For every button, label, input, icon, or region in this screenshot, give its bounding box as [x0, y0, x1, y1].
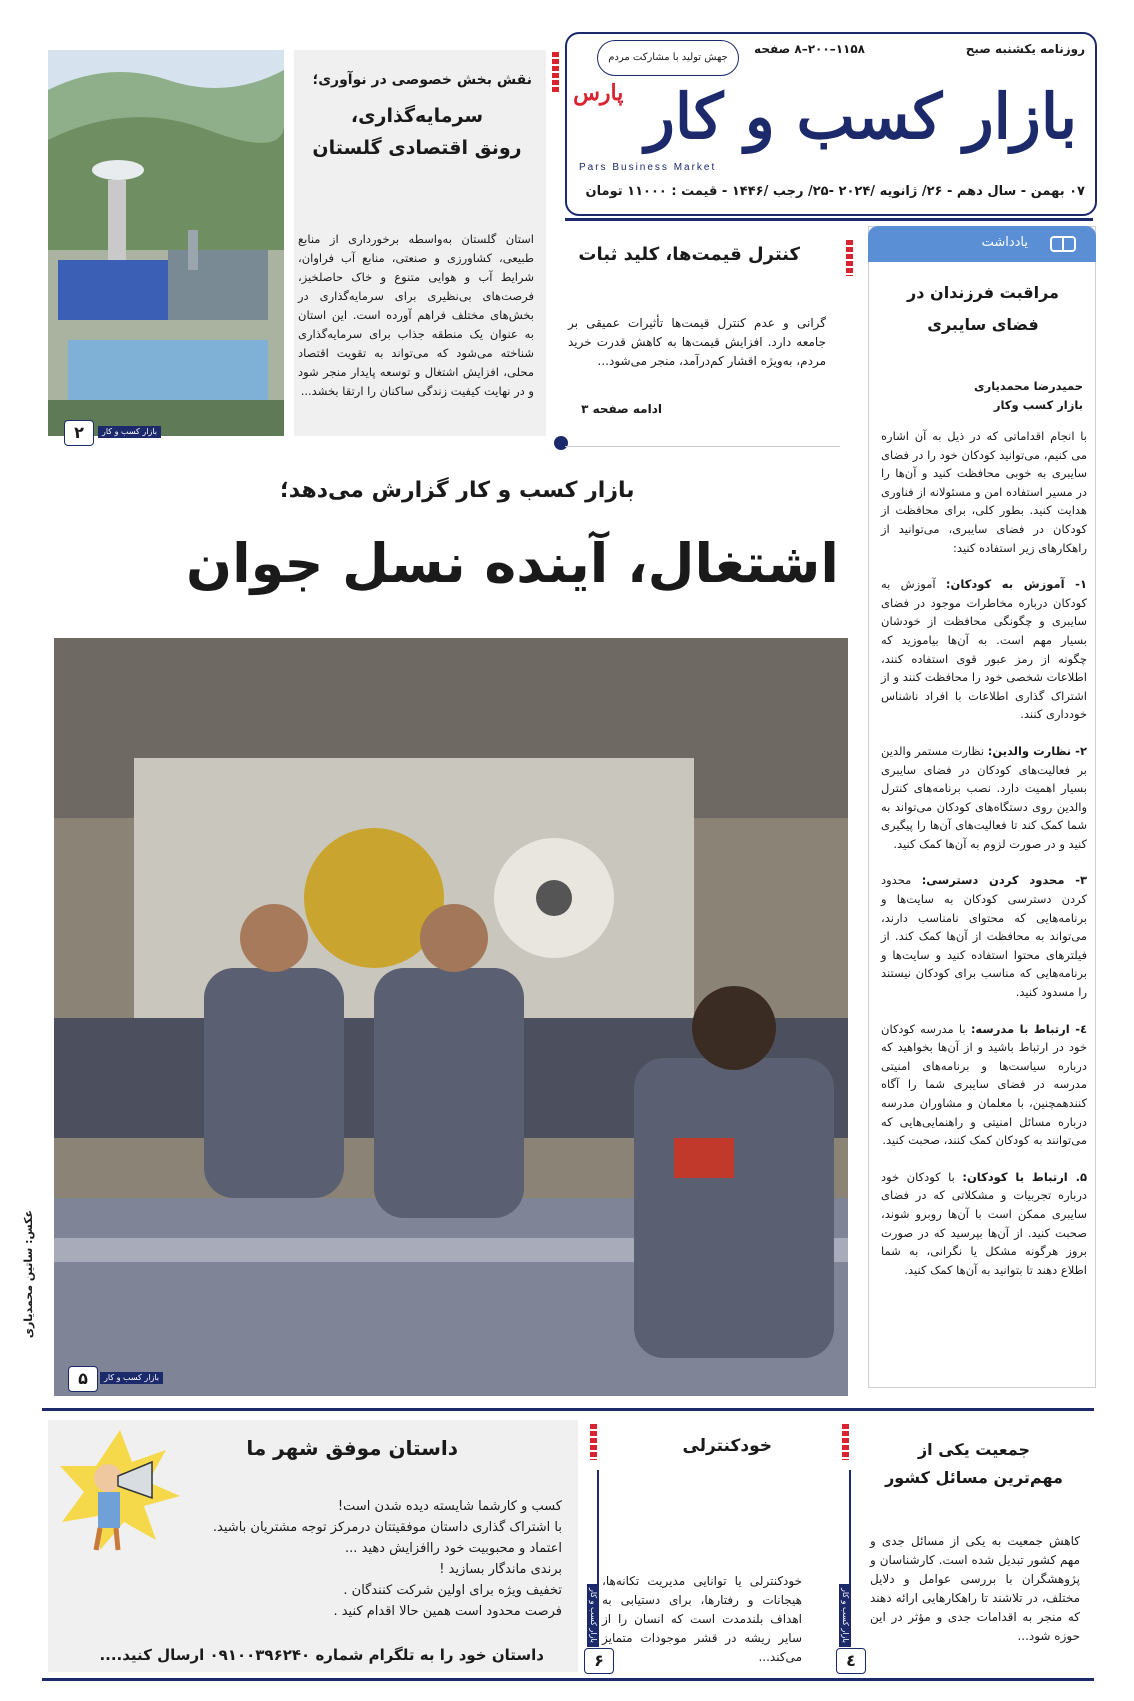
- red-marker: [552, 52, 559, 92]
- price-title: کنترل قیمت‌ها، کلید ثبات: [578, 244, 800, 265]
- note-author: [974, 377, 1083, 415]
- page-number-badge: ۶: [584, 1648, 614, 1674]
- story-line: با اشتراک گذاری داستان موفقیتتان درمرکز توجه مشتریان باشید.: [212, 1520, 562, 1535]
- story-line: تخفیف ویژه برای اولین شرکت کنندگان .: [343, 1583, 562, 1598]
- success-story-box: [48, 1420, 578, 1672]
- golestan-body: استان گلستان به‌واسطه برخورداری از منابع طبیعی، کشاورزی و صنعتی، منابع آب فراوان، شرایط آب و هوایی متنوع و خاک حاصلخیز، فرصت‌های بی‌نظیری برای سرمایه‌گذاری در بخش‌های مختلف فراهم آورده است. این استان به عنوان یک منطقه جذاب برای سرمایه‌گذاری شناخته می‌شود که می‌تواند به تقویت اقتصاد محلی، افزایش اشتغال و توسعه پایدار منجر شود و در نهایت کیفیت زندگی ساکنان را ارتقا بخشد...: [298, 232, 534, 398]
- price-article: [565, 226, 840, 447]
- bottom-section-rule: [42, 1408, 1094, 1411]
- note-title: مراقبت فرزندان در فضای سایبری: [907, 283, 1059, 334]
- note-item-1: ۱- آموزش به کودکان: آموزش به کودکان درباره مخاطرات موجود در فضای سایبری و چگونگی محافظت از خودشان بسیار مهم است. به آن‌ها بیاموزید که چگونه از رمز عبور قوی استفاده کنند، اطلاعات شخصی خود را محافظت کنند و از اشتراک گذاری اطلاعات با افراد ناشناس خودداری کنند.: [881, 577, 1087, 722]
- logo-main-text: بازار کسب و کار: [644, 80, 1077, 153]
- population-title: جمعیت یکی از مهم‌ترین مسائل کشور: [885, 1440, 1063, 1487]
- lead-kicker: بازار کسب و کار گزارش می‌دهد؛: [280, 478, 635, 503]
- note-column: [868, 226, 1096, 1388]
- price-body: گرانی و عدم کنترل قیمت‌ها تأثیرات عمیقی بر جامعه دارد. افزایش قیمت‌ها به کاهش قدرت خرید مردم، به‌ویژه اقشار کم‌درآمد، منجر می‌شود...: [568, 316, 826, 368]
- golestan-title-line2: رونق اقتصادی گلستان: [312, 137, 522, 159]
- note-item-4: ٤- ارتباط با مدرسه: با مدرسه کودکان خود در ارتباط باشید و از آن‌ها بخواهید که درباره سیاست‌ها و برنامه‌های امنیتی مدرسه در فضای سایبری شما را آگاه کنندهمچنین، با معلمان و مشاوران مدرسه درباره مسائل امنیتی و راهنمایی‌هایی که می‌توانند به کودکان کمک کنند، صحبت کنید.: [881, 1021, 1088, 1148]
- factory-workers-photo: [54, 638, 848, 1396]
- logo-pars-text: پارس: [573, 80, 624, 106]
- story-send-cta[interactable]: داستان خود را به تلگرام شماره ۰۹۱۰۰۳۹۶۲۴۰ ارسال کنید....: [99, 1646, 544, 1664]
- golestan-factory-photo: [48, 50, 284, 436]
- mini-logo: بازار کسب و کار: [587, 1584, 599, 1647]
- page-number-badge: ۲: [64, 420, 94, 446]
- story-title: داستان موفق شهر ما: [246, 1436, 458, 1460]
- golestan-title: [302, 100, 532, 164]
- lead-headline: اشتغال، آینده نسل جوان: [186, 532, 839, 595]
- megaphone-icon: [56, 1426, 184, 1554]
- red-marker: [842, 1424, 849, 1460]
- note-tab-label: یادداشت: [981, 235, 1028, 250]
- page-number-badge: ٤: [836, 1648, 866, 1674]
- notebook-icon: [1050, 236, 1076, 252]
- note-intro: با انجام اقداماتی که در ذیل به آن اشاره می کنیم، می‌توانید کودکان خود را در فضای سایبری به خوبی محافظت کنید و آن‌ها را در مسیر استفاده امن و مسئولانه از فناوری هدایت کنید. بطور کلی، برای محافظت از کودکان در فضای سایبری، می‌توانید از راهکارهای زیر استفاده کنید:: [880, 429, 1087, 555]
- note-item-5: ۵. ارتباط با کودکان: با کودکان خود درباره تجربیات و مشکلاتی که در فضای سایبری ممکن است با آن‌ها روبرو شوند، صحبت کنید. از آن‌ها بپرسید که در صورت بروز هرگونه مشکل یا نگرانی، به شما اطلاع دهند تا بتوانید به آن‌ها کمک کنید.: [881, 1169, 1088, 1277]
- page-number-badge: ۵: [68, 1366, 98, 1392]
- golestan-article: [294, 50, 546, 436]
- story-line: فرصت محدود است همین حالا اقدام کنید .: [333, 1604, 562, 1619]
- price-continue-link[interactable]: ادامه صفحه ۳: [581, 402, 662, 416]
- note-body: [881, 427, 1087, 1297]
- masthead: [565, 32, 1097, 216]
- story-line: اعتماد و محبوبیت خود راافزایش دهید ...: [345, 1541, 562, 1556]
- note-item-3: ۳- محدود کردن دسترسی: محدود کردن دسترسی کودکان به سایت‌ها و برنامه‌هایی که محتوای نامناسب دارند، می‌تواند به محافظت از آن‌ها کمک کند. از فیلترهای محتوا استفاده کنید و سایت‌ها و برنامه‌هایی که مناسب برای کودکان نیستند را مسدود کنید.: [881, 873, 1088, 1000]
- newspaper-logo: [573, 80, 1077, 153]
- population-article: [854, 1420, 1094, 1672]
- masthead-issue: ۱۱۵۸–۲۰۰–۸ صفحه: [754, 42, 865, 56]
- population-body: کاهش جمعیت به یکی از مسائل جدی و مهم کشور تبدیل شده است. کارشناسان و پژوهشگران با بررسی عوامل و دلایل مختلف، در تلاشند تا راهکارهایی ارائه دهند که منجر به اقدامات جدی و مؤثر در این حوزه شود...: [870, 1534, 1080, 1643]
- self-control-body: خودکنترلی یا توانایی مدیریت تکانه‌ها، هیجانات و رفتارها، برای دستیابی به اهداف بلندمدت است که انسان را از سایر ریشه در قشر موجودات متمایز می‌کند...: [602, 1574, 802, 1664]
- red-marker: [846, 240, 853, 276]
- factory-landscape-image: [48, 50, 284, 436]
- mini-logo: بازار کسب و کار: [98, 426, 161, 438]
- mini-logo: بازار کسب و کار: [839, 1584, 851, 1647]
- note-author-org: بازار کسب وکار: [993, 398, 1083, 412]
- story-body: [192, 1496, 562, 1622]
- self-control-title: خودکنترلی: [682, 1436, 772, 1456]
- self-control-article: [590, 1420, 828, 1672]
- masthead-rule: [565, 218, 1093, 221]
- workers-image: [54, 638, 848, 1396]
- photo-credit: عکس: ساتین محمدیاری: [22, 1210, 35, 1339]
- note-author-name: حمیدرضا محمدیاری: [974, 379, 1083, 393]
- page-bottom-rule: [42, 1678, 1094, 1681]
- story-line: کسب و کارشما شایسته دیده شدن است!: [337, 1499, 562, 1514]
- story-line: برندی ماندگار بسازید !: [439, 1562, 562, 1577]
- golestan-kicker: نقش بخش خصوصی در نوآوری؛: [312, 72, 532, 88]
- note-tab: [868, 226, 1096, 262]
- golestan-title-line1: سرمایه‌گذاری،: [350, 105, 484, 127]
- note-item-2: ۲- نظارت والدین: نظارت مستمر والدین بر فعالیت‌های کودکان در فضای سایبری بسیار اهمیت دارد. نصب برنامه‌های کنترل والدین روی دستگاه‌های کودکان می‌تواند به شما کمک کند تا فعالیت‌های آن‌ها را پیگیری کنید و در صورت لزوم به آن‌ها کمک کنید.: [881, 743, 1087, 851]
- mini-logo: بازار کسب و کار: [100, 1372, 163, 1384]
- masthead-date-line: ۰۷ بهمن - سال دهم - ۲۶/ ژانویه /۲۰۲۴ -۲۵/ رجب /۱۴۴۶ - قیمت : ۱۱۰۰۰ تومان: [585, 184, 1085, 199]
- logo-english: Pars Business Market: [579, 162, 717, 173]
- masthead-top-label: روزنامه یکشنبه صبح: [965, 42, 1085, 56]
- masthead-slogan: جهش تولید با مشارکت مردم: [597, 40, 739, 76]
